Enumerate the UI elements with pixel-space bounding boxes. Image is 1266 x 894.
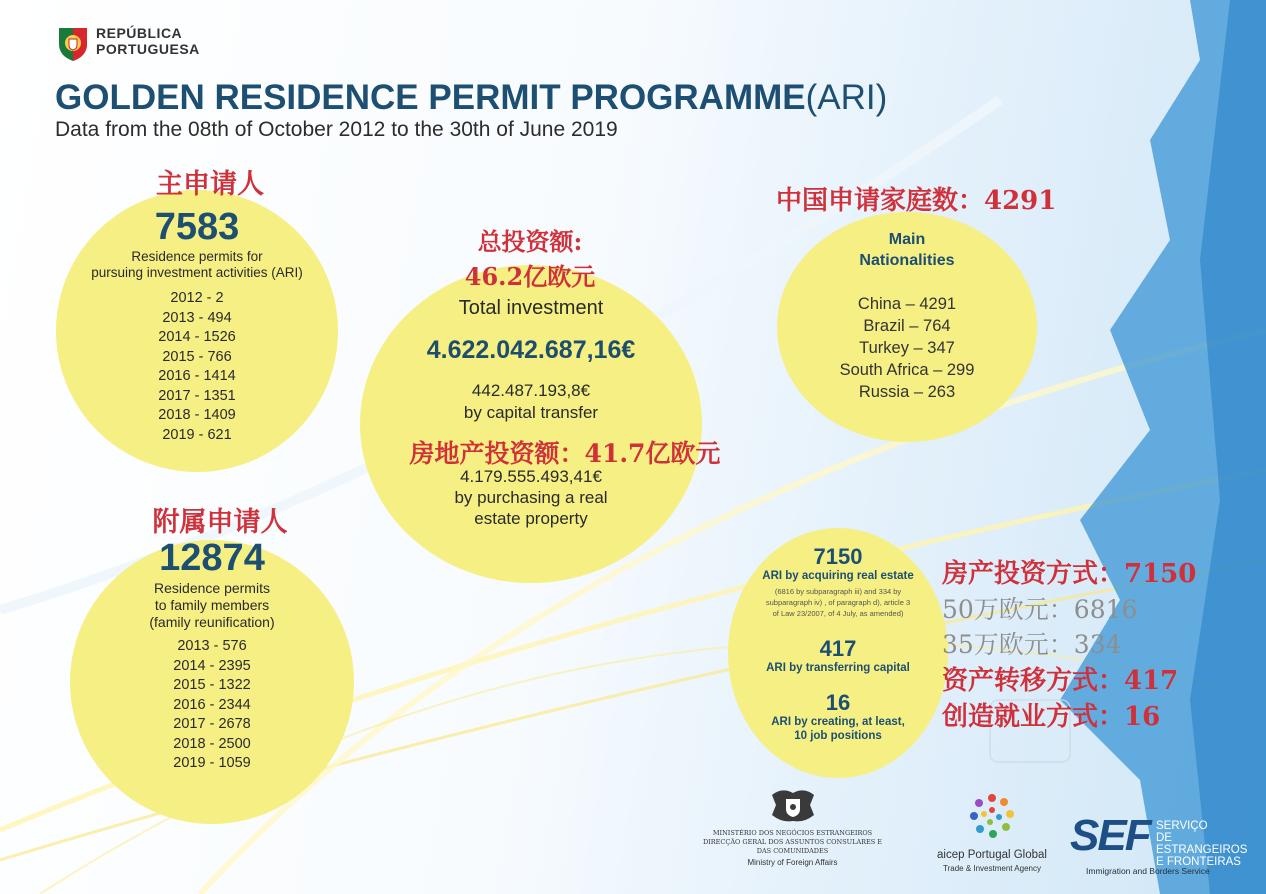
investment-cn-real-estate: 房地产投资额：41.7亿欧元 [409,439,721,468]
list-item: 2016 - 1414 [158,368,236,384]
real-estate-value: 4.179.555.493,41€ [460,467,602,486]
main-applicants-desc-2: pursuing investment activities (ARI) [91,265,303,280]
sef-name [1156,820,1266,868]
ari-real-estate-label: ARI by acquiring real estate [762,570,914,582]
sef-line-2: DE ESTRANGEIROS [1156,832,1248,856]
aicep-name: aicep Portugal Global [937,849,1047,861]
ari-types-content [728,545,948,743]
aicep-sub: Trade & Investment Agency [943,864,1041,873]
list-item: 2017 - 1351 [158,387,236,404]
sef-line-1: SERVIÇO [1156,820,1208,832]
sef-line-3: E FRONTEIRAS [1156,856,1241,868]
page-title [55,78,887,118]
nationalities-title-1: Main [888,231,926,248]
ari-real-estate-note-3: of Law 23/2007, of 4 July, as amended) [772,609,904,618]
real-estate-label-1: by purchasing a real [454,488,608,507]
list-item: 2015 - 1322 [173,677,251,693]
family-applicants-desc-2: to family members [154,597,270,613]
republic-logo-text [96,25,200,57]
list-item: 2016 - 2344 [173,696,251,713]
list-item: 2013 - 494 [162,309,232,326]
ari-jobs-label-1: ARI by creating, at least, [771,716,905,728]
sef-logo: SEF [1070,811,1150,860]
ari-capital-label: ARI by transferring capital [766,662,910,674]
list-item: Russia – 263 [858,383,956,401]
list-item: South Africa – 299 [839,361,975,379]
main-applicants-year-list [56,289,338,445]
cn-breakdown-line-3: 35万欧元：334 [942,630,1122,659]
sef-sub: Immigration and Borders Service [1086,866,1210,876]
real-estate-label-2: estate property [474,509,588,528]
family-applicants-content [70,536,354,774]
real-estate-content [360,466,702,529]
list-item: 2013 - 576 [177,638,247,654]
list-item: 2014 - 1526 [158,329,236,345]
title-main: GOLDEN RESIDENCE PERMIT PROGRAMME [55,78,806,117]
total-investment-value: 4.622.042.687,16€ [426,336,636,364]
list-item: China – 4291 [857,295,957,313]
list-item: 2019 - 621 [162,426,232,443]
ministry-line-1: MINISTÉRIO DOS NEGÓCIOS ESTRANGEIROS [712,829,873,837]
ministry-crest-icon [768,785,818,829]
ari-real-estate-number: 7150 [813,544,863,569]
ministry-text [680,829,905,867]
nationalities-title-2: Nationalities [859,252,955,269]
list-item: 2019 - 1059 [173,755,251,771]
ari-real-estate-note-2: subparagraph iv) , of paragraph d), article 3 [765,598,911,607]
main-applicants-content [56,205,338,445]
family-applicants-year-list [70,637,354,774]
list-item: 2018 - 2500 [173,735,251,752]
cn-breakdown-line-2: 50万欧元：6816 [942,595,1138,624]
family-applicants-cn-label: 附属申请人 [152,507,288,538]
family-applicants-number: 12874 [159,537,265,579]
list-item: Turkey – 347 [859,339,955,357]
list-item: 2012 - 2 [170,290,224,306]
capital-transfer-value: 442.487.193,8€ [471,381,591,400]
ministry-sub: Ministry of Foreign Affairs [747,858,838,867]
investment-content [360,296,702,424]
list-item: 2015 - 766 [162,348,232,365]
ari-jobs-label-2: 10 job positions [794,730,882,742]
aicep-dots-logo-icon [966,790,1018,842]
portugal-coat-of-arms-icon [56,24,90,62]
cn-breakdown-line-1: 房产投资方式：7150 [942,559,1197,589]
list-item: Brazil – 764 [863,317,951,335]
list-item: 2014 - 2395 [173,657,251,674]
nationalities-list [777,293,1037,403]
investment-cn-total-value: 46.2亿欧元 [464,262,596,291]
page-subtitle: Data from the 08th of October 2012 to the 30th of June 2019 [55,118,618,141]
nationalities-cn-label: 中国申请家庭数：4291 [776,186,1057,216]
nationalities-content [777,229,1037,403]
main-applicants-cn-label: 主申请人 [156,169,264,200]
list-item: 2017 - 2678 [173,716,251,732]
capital-transfer-label: by capital transfer [463,403,599,422]
ari-jobs-number: 16 [825,690,851,715]
logo-line-2: PORTUGUESA [96,41,200,57]
main-applicants-desc-1: Residence permits for [131,249,263,264]
list-item: 2018 - 1409 [158,407,236,423]
family-applicants-desc-1: Residence permits [154,580,270,596]
total-investment-label: Total investment [458,297,604,319]
ministry-line-3: DAS COMUNIDADES [756,847,829,855]
main-applicants-number: 7583 [154,206,240,248]
logo-line-1: REPÚBLICA [96,25,183,41]
cn-breakdown-line-4: 资产转移方式：417 [942,666,1179,696]
cn-breakdown-line-5: 创造就业方式：16 [942,702,1161,732]
ari-real-estate-note-1: (6816 by subparagraph iii) and 334 by [774,587,902,596]
title-suffix: (ARI) [805,78,888,117]
ministry-line-2: DIRECÇÃO GERAL DOS ASSUNTOS CONSULARES E [702,838,883,846]
investment-cn-total-label: 总投资额: [477,227,583,256]
aicep-text [920,848,1064,876]
ari-capital-number: 417 [819,636,857,661]
family-applicants-desc-3: (family reunification) [149,614,275,630]
